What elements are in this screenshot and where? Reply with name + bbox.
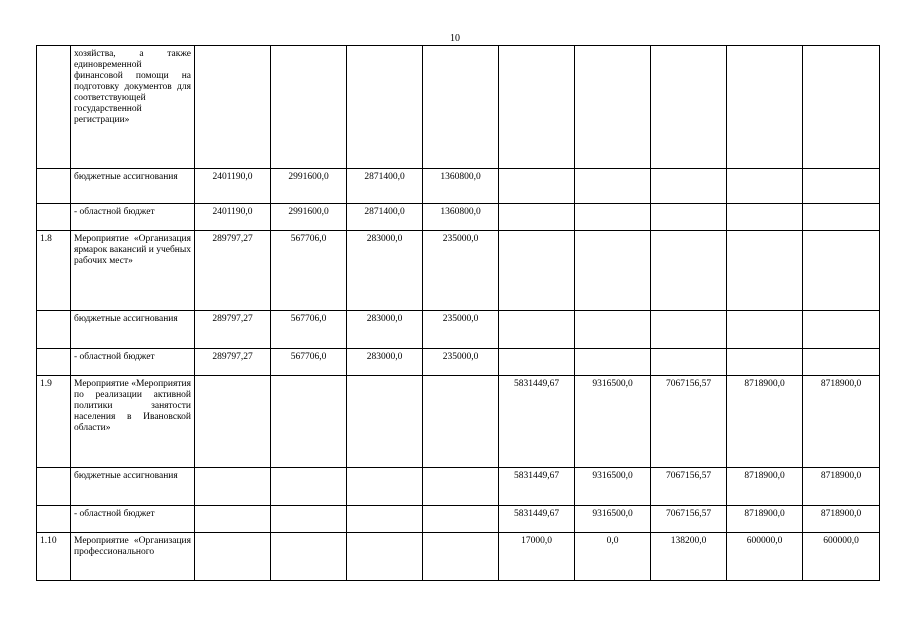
value-cell [575, 169, 651, 204]
value-cell: 289797,27 [195, 311, 271, 349]
row-description: хозяйства, а также единовременной финансовой помощи на подготовку документов для соответствующей государственной регистрации» [71, 46, 195, 169]
value-cell [651, 46, 727, 169]
value-cell: 17000,0 [499, 533, 575, 581]
value-cell [803, 46, 880, 169]
row-number: 1.9 [37, 376, 71, 468]
value-cell [423, 376, 499, 468]
value-cell: 600000,0 [727, 533, 803, 581]
row-description: - областной бюджет [71, 204, 195, 231]
value-cell [347, 533, 423, 581]
table-row [37, 311, 880, 349]
value-cell: 8718900,0 [803, 468, 880, 506]
row-description: - областной бюджет [71, 349, 195, 376]
value-cell [803, 204, 880, 231]
value-cell [575, 349, 651, 376]
value-cell: 289797,27 [195, 349, 271, 376]
value-cell: 600000,0 [803, 533, 880, 581]
value-cell: 283000,0 [347, 349, 423, 376]
value-cell [727, 46, 803, 169]
value-cell: 9316500,0 [575, 506, 651, 533]
table-row [37, 506, 880, 533]
value-cell [651, 204, 727, 231]
value-cell: 283000,0 [347, 311, 423, 349]
table-row [37, 349, 880, 376]
row-number [37, 506, 71, 533]
value-cell [727, 349, 803, 376]
value-cell: 1360800,0 [423, 204, 499, 231]
value-cell: 8718900,0 [727, 506, 803, 533]
value-cell [651, 231, 727, 311]
row-number [37, 468, 71, 506]
row-description: Мероприятие «Мероприятия по реализации активной политики занятости населения в Ивановской области» [71, 376, 195, 468]
value-cell: 567706,0 [271, 349, 347, 376]
value-cell: 289797,27 [195, 231, 271, 311]
value-cell: 567706,0 [271, 311, 347, 349]
value-cell: 5831449,67 [499, 376, 575, 468]
value-cell: 0,0 [575, 533, 651, 581]
value-cell [499, 46, 575, 169]
value-cell [271, 46, 347, 169]
table-body [37, 46, 880, 581]
row-description: бюджетные ассигнования [71, 468, 195, 506]
value-cell: 7067156,57 [651, 468, 727, 506]
value-cell [271, 506, 347, 533]
value-cell [347, 376, 423, 468]
value-cell [347, 46, 423, 169]
value-cell [195, 468, 271, 506]
table-row [37, 468, 880, 506]
value-cell: 2871400,0 [347, 204, 423, 231]
value-cell [651, 169, 727, 204]
value-cell: 5831449,67 [499, 506, 575, 533]
value-cell [271, 376, 347, 468]
value-cell [499, 204, 575, 231]
table-row [37, 204, 880, 231]
value-cell: 2401190,0 [195, 169, 271, 204]
value-cell [195, 46, 271, 169]
row-description: - областной бюджет [71, 506, 195, 533]
table-row [37, 231, 880, 311]
value-cell: 2991600,0 [271, 169, 347, 204]
page-number: 10 [450, 33, 460, 44]
value-cell: 8718900,0 [803, 506, 880, 533]
row-number: 1.10 [37, 533, 71, 581]
value-cell: 138200,0 [651, 533, 727, 581]
value-cell [803, 311, 880, 349]
value-cell [499, 349, 575, 376]
value-cell [575, 204, 651, 231]
value-cell: 8718900,0 [803, 376, 880, 468]
value-cell: 8718900,0 [727, 376, 803, 468]
value-cell: 7067156,57 [651, 506, 727, 533]
value-cell [575, 231, 651, 311]
row-number [37, 311, 71, 349]
value-cell [575, 311, 651, 349]
value-cell [575, 46, 651, 169]
value-cell: 283000,0 [347, 231, 423, 311]
value-cell [499, 231, 575, 311]
value-cell: 2401190,0 [195, 204, 271, 231]
value-cell [271, 468, 347, 506]
value-cell [727, 231, 803, 311]
value-cell [347, 468, 423, 506]
value-cell [195, 506, 271, 533]
value-cell: 235000,0 [423, 311, 499, 349]
table-row [37, 533, 880, 581]
row-number [37, 349, 71, 376]
value-cell [803, 169, 880, 204]
value-cell [803, 231, 880, 311]
row-number [37, 169, 71, 204]
row-description: Мероприятие «Организация профессионального [71, 533, 195, 581]
value-cell [727, 169, 803, 204]
budget-table [36, 45, 880, 581]
value-cell: 5831449,67 [499, 468, 575, 506]
value-cell: 567706,0 [271, 231, 347, 311]
value-cell [423, 46, 499, 169]
value-cell: 7067156,57 [651, 376, 727, 468]
value-cell [499, 169, 575, 204]
value-cell: 9316500,0 [575, 376, 651, 468]
value-cell: 235000,0 [423, 349, 499, 376]
value-cell [803, 349, 880, 376]
value-cell [651, 349, 727, 376]
table-row [37, 376, 880, 468]
value-cell [347, 506, 423, 533]
table-row [37, 46, 880, 169]
value-cell [423, 533, 499, 581]
value-cell: 1360800,0 [423, 169, 499, 204]
value-cell: 9316500,0 [575, 468, 651, 506]
value-cell: 235000,0 [423, 231, 499, 311]
row-number: 1.8 [37, 231, 71, 311]
value-cell: 2991600,0 [271, 204, 347, 231]
row-description: Мероприятие «Организация ярмарок вакансий и учебных рабочих мест» [71, 231, 195, 311]
value-cell [499, 311, 575, 349]
value-cell: 2871400,0 [347, 169, 423, 204]
value-cell [727, 311, 803, 349]
value-cell [651, 311, 727, 349]
row-number [37, 46, 71, 169]
value-cell [271, 533, 347, 581]
row-description: бюджетные ассигнования [71, 169, 195, 204]
value-cell: 8718900,0 [727, 468, 803, 506]
value-cell [727, 204, 803, 231]
value-cell [195, 376, 271, 468]
value-cell [423, 468, 499, 506]
table-row [37, 169, 880, 204]
value-cell [423, 506, 499, 533]
value-cell [195, 533, 271, 581]
row-description: бюджетные ассигнования [71, 311, 195, 349]
row-number [37, 204, 71, 231]
